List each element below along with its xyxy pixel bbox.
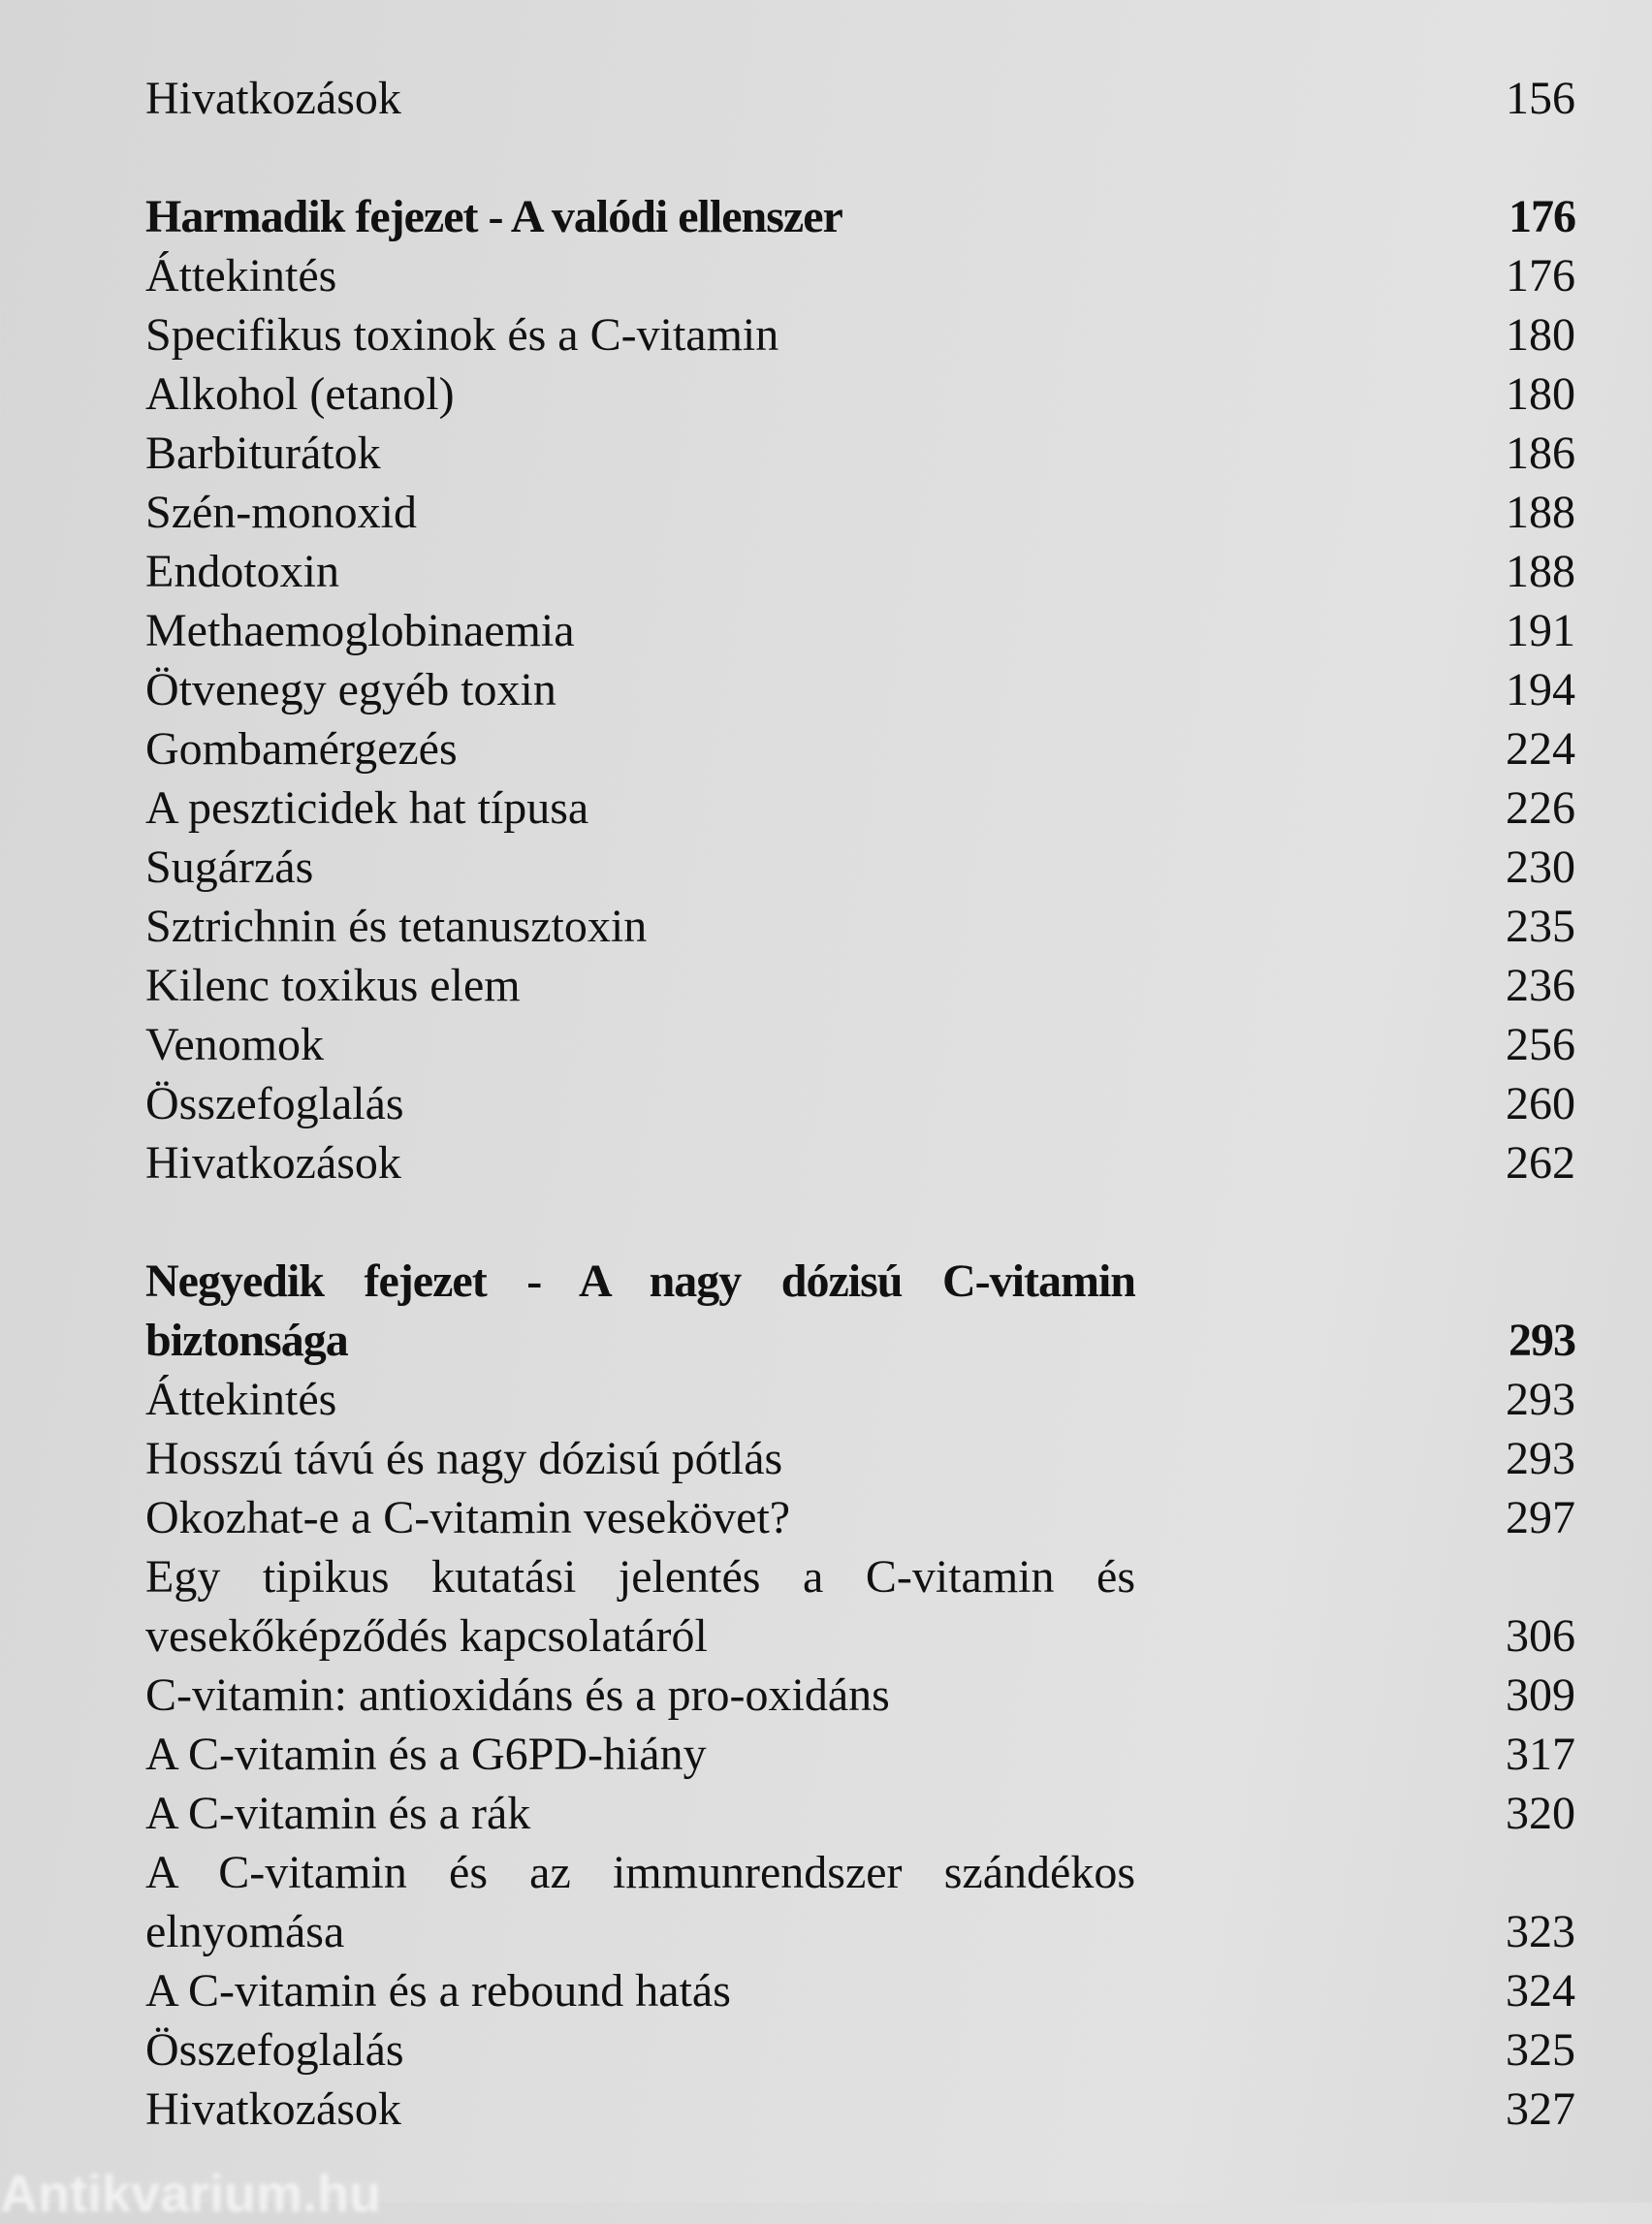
toc-entry [145,719,1575,778]
toc-entry-title: Áttekintés [145,250,337,302]
toc-entry-page-number: 180 [1506,368,1575,420]
toc-entry [145,1784,1575,1843]
toc-entry-title: Alkohol (etanol) [145,368,455,420]
toc-entry-title: elnyomása [145,1906,345,1957]
toc-entry-title: Okozhat-e a C-vitamin vesekövet? [145,1492,791,1543]
toc-entry-title: A C-vitamin és a rebound hatás [145,1965,731,2017]
toc-entry [145,1961,1575,2020]
toc-entry-page-number: 194 [1506,664,1575,715]
toc-entry-title: Összefoglalás [145,1078,404,1129]
watermark: Antikvarium.hu [0,2165,382,2223]
toc-entry-title: vesekőképződés kapcsolatáról [145,1610,708,1662]
toc-entry-title: Ötvenegy egyéb toxin [145,664,556,715]
toc-entry [145,2080,1575,2139]
toc-entry [145,1606,1575,1666]
toc-entry [145,305,1575,365]
toc-entry-page-number: 230 [1506,842,1575,893]
toc-entry-page-number: 297 [1506,1492,1575,1543]
toc-entry [145,1488,1575,1547]
toc-entry-page-number: 327 [1506,2083,1575,2135]
toc-entry-page-number: 156 [1506,73,1575,124]
toc-entry-page-number: 186 [1506,428,1575,479]
toc-entry-page-number: 188 [1506,487,1575,538]
toc-entry [145,838,1575,897]
toc-entry-title: Hosszú távú és nagy dózisú pótlás [145,1433,783,1484]
toc-entry-title: A peszticidek hat típusa [145,782,589,834]
toc-entry-title: Hivatkozások [145,73,401,124]
toc-entry-title: Egy tipikus kutatási jelentés a C-vitamin és [145,1551,1135,1603]
toc-entry-page-number: 323 [1506,1906,1575,1957]
toc-entry-page-number: 191 [1506,605,1575,656]
chapter-heading [145,187,1575,246]
chapter-heading-page-number: 293 [1509,1315,1575,1366]
toc-entry-title: Hivatkozások [145,2083,401,2135]
toc-entry-page-number: 256 [1506,1019,1575,1070]
toc-entry-title: A C-vitamin és az immunrendszer szándékos [145,1847,1135,1898]
toc-entry [145,1015,1575,1074]
chapter-heading-title: biztonsága [145,1315,348,1366]
toc-entry [145,660,1575,719]
toc-entry [145,1370,1575,1429]
toc-entry [145,1902,1575,1961]
toc-entry [145,897,1575,956]
toc-entry-title: A C-vitamin és a G6PD-hiány [145,1729,707,1780]
toc-entry [145,1429,1575,1488]
toc-entry-title: Venomok [145,1019,324,1070]
toc-entry [145,1547,1575,1606]
toc-entry [145,778,1575,838]
toc-entry-title: Sztrichnin és tetanusztoxin [145,901,648,952]
toc-entry-title: Sugárzás [145,842,314,893]
toc-entry-page-number: 236 [1506,960,1575,1011]
toc-entry [145,365,1575,424]
section-gap [145,1192,1575,1252]
toc-entry-page-number: 320 [1506,1788,1575,1839]
toc-entry-page-number: 309 [1506,1669,1575,1721]
toc-entry-page-number: 306 [1506,1610,1575,1662]
toc-entry-title: Methaemoglobinaemia [145,605,575,656]
toc-entry-page-number: 262 [1506,1137,1575,1189]
chapter-heading-title: Negyedik fejezet - A nagy dózisú C-vitamin [145,1255,1135,1307]
toc-entry-title: Hivatkozások [145,1137,401,1189]
toc-entry [145,542,1575,601]
chapter-heading-title: Harmadik fejezet - A valódi ellenszer [145,191,842,242]
chapter-heading-page-number: 176 [1509,191,1575,242]
toc-entry-page-number: 293 [1506,1374,1575,1425]
toc-entry-page-number: 317 [1506,1729,1575,1780]
toc-entry-page-number: 188 [1506,546,1575,597]
toc-entry-page-number: 293 [1506,1433,1575,1484]
toc-entry-title: A C-vitamin és a rák [145,1788,531,1839]
toc-entry-title: C-vitamin: antioxidáns és a pro-oxidáns [145,1669,890,1721]
toc-entry [145,246,1575,305]
toc-entry [145,1725,1575,1784]
toc-entry-page-number: 260 [1506,1078,1575,1129]
toc-entry [145,601,1575,660]
toc-entry-title: Áttekintés [145,1374,337,1425]
toc-entry-page-number: 180 [1506,309,1575,361]
toc-entry-title: Gombamérgezés [145,723,458,775]
section-gap [145,128,1575,187]
toc-entry [145,1074,1575,1133]
toc-entry-page-number: 235 [1506,901,1575,952]
toc-entry-title: Összefoglalás [145,2024,404,2076]
chapter-heading [145,1311,1575,1370]
toc-entry [145,424,1575,483]
toc-entry-title: Szén-monoxid [145,487,417,538]
toc-entry [145,2020,1575,2080]
toc-entry-page-number: 226 [1506,782,1575,834]
toc-entry [145,483,1575,542]
toc-entry [145,956,1575,1015]
table-of-contents [145,69,1575,2139]
toc-entry-title: Specifikus toxinok és a C-vitamin [145,309,779,361]
toc-entry [145,1133,1575,1192]
toc-entry [145,1843,1575,1902]
toc-entry-page-number: 224 [1506,723,1575,775]
toc-entry-title: Endotoxin [145,546,339,597]
toc-entry [145,69,1575,128]
chapter-heading [145,1252,1575,1311]
toc-entry-page-number: 176 [1506,250,1575,302]
toc-entry-title: Kilenc toxikus elem [145,960,521,1011]
toc-entry-title: Barbiturátok [145,428,381,479]
toc-entry-page-number: 324 [1506,1965,1575,2017]
toc-entry [145,1666,1575,1725]
toc-entry-page-number: 325 [1506,2024,1575,2076]
